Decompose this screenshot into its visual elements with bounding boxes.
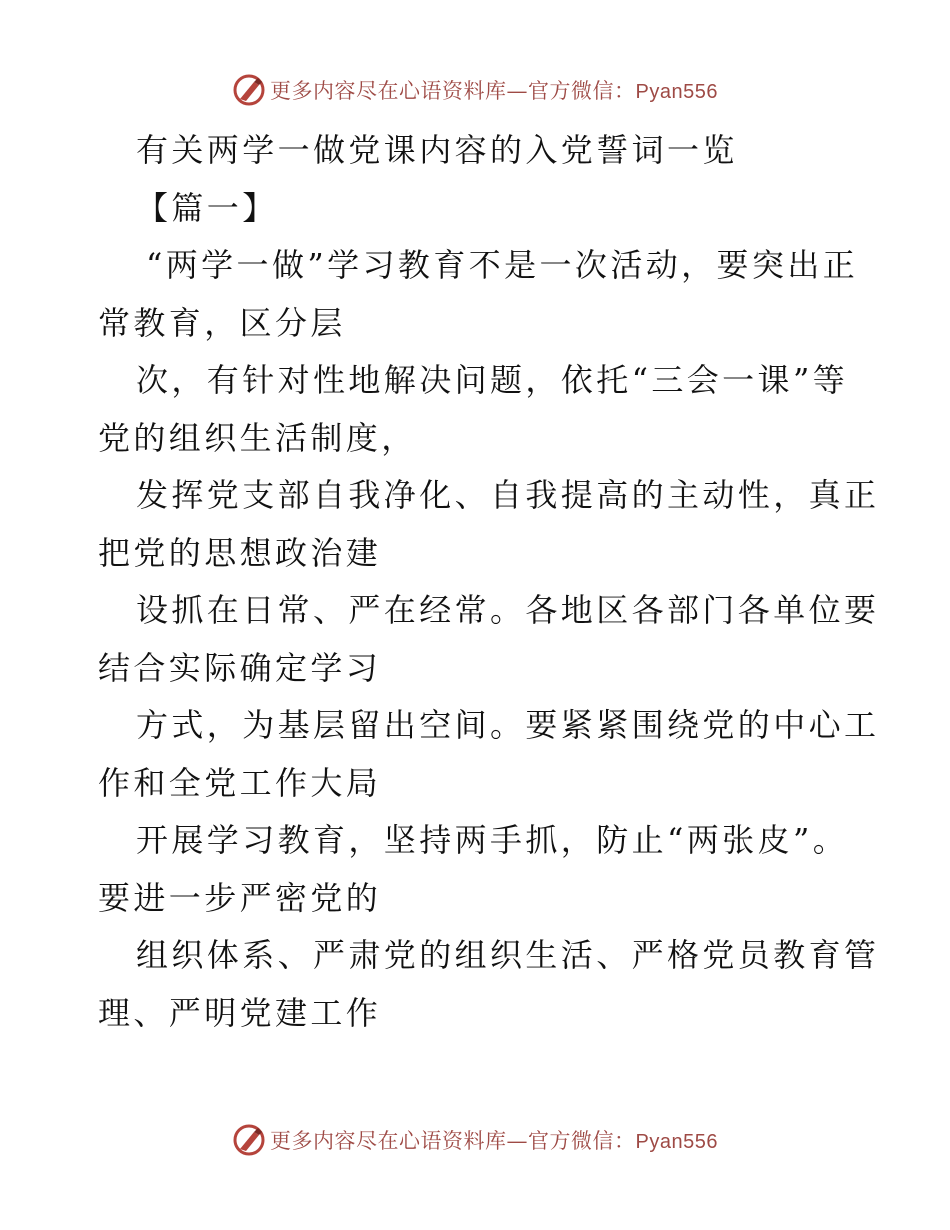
footer-banner	[0, 1120, 950, 1160]
pen-nib-logo-icon	[232, 1123, 266, 1157]
paragraph-line: 发挥党支部自我净化、自我提高的主动性，真正	[136, 476, 880, 514]
paragraph-line: 组织体系、严肃党的组织生活、严格党员教育管	[136, 936, 880, 974]
paragraph-line: 党的组织生活制度，	[98, 418, 417, 457]
document-body	[98, 122, 880, 1042]
paragraph-line: 常教育，区分层	[98, 303, 346, 342]
pen-nib-logo-icon	[232, 73, 266, 107]
wechat-id: Pyan556	[635, 1131, 718, 1153]
wechat-id: Pyan556	[635, 81, 718, 103]
banner-text: 更多内容尽在心语资料库—官方微信：Pyan556	[270, 1129, 718, 1153]
banner-text: 更多内容尽在心语资料库—官方微信：Pyan556	[270, 79, 718, 103]
paragraph-line: 结合实际确定学习	[98, 648, 382, 687]
paragraph-line: 作和全党工作大局	[98, 763, 382, 802]
paragraph-line: 方式，为基层留出空间。要紧紧围绕党的中心工	[136, 706, 880, 744]
paragraph-line: “两学一做”学习教育不是一次活动，要突出正	[146, 246, 859, 284]
paragraph-line: 要进一步严密党的	[98, 878, 382, 917]
paragraph-line: 设抓在日常、严在经常。各地区各部门各单位要	[136, 591, 880, 629]
header-banner	[0, 70, 950, 110]
paragraph-line: 次，有针对性地解决问题，依托“三会一课”等	[136, 361, 849, 399]
section-heading: 【篇一】	[136, 188, 278, 227]
document-title: 有关两学一做党课内容的入党誓词一览	[136, 131, 738, 169]
paragraph-line: 理、严明党建工作	[98, 993, 382, 1032]
paragraph-line: 开展学习教育，坚持两手抓，防止“两张皮”。	[136, 821, 849, 859]
paragraph-line: 把党的思想政治建	[98, 533, 382, 572]
